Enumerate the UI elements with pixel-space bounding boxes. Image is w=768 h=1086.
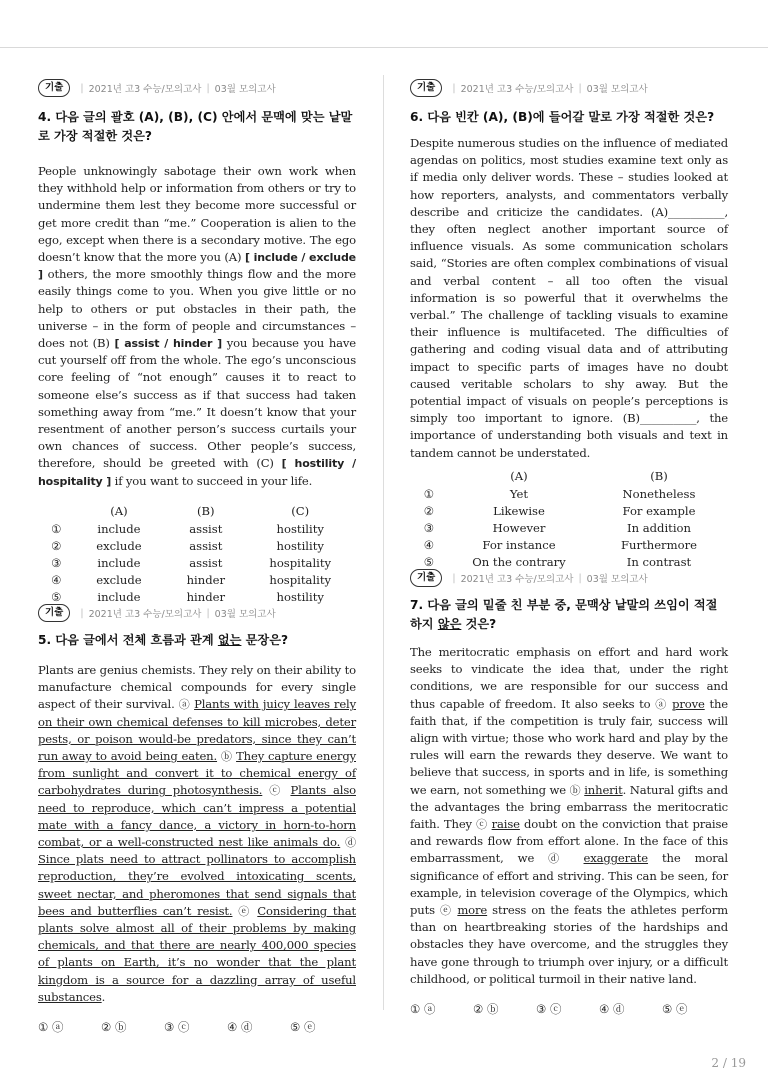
answer-choice[interactable]: ① ⓐ [410,1002,436,1017]
word-b: inherit [584,782,623,797]
page-number: 2 / 19 [711,1056,746,1070]
exam-month-label: 03월 모의고사 [586,574,648,585]
column-divider [383,75,384,1010]
question-source-tag: 기출 | 2021년 고3 수능/모의고사 | 03월 모의고사 [38,603,356,623]
question-passage: People unknowingly sabotage their own work when they withhold help or information from others or try to undermine them lest they become more successful or get more credit than “me.” Cooperation is alien to the ego, except when there is a secondary motive. The ego doesn’t know that the more you (A) [ include / exclude ] others, the more smoothly things flow and the more easily things come to you. When you give little or no help to others or put obstacles in their path, the universe – in the form of people and circumstances – does not (B) [ assist / hinder ] you because you have cut yourself off from the whole. The ego’s unconscious core feeling of “not enough” causes it to react to someone else’s success as if that success had taken something away from “me.” It doesn’t know that your resentment of another person’s success curtails your own chances of success. Other people’s success, therefore, should be greeted with (C) [ hostility / hospitality ] if you want to succeed in your life. [38,164,357,488]
answer-choice[interactable]: ③ ⓒ [164,1020,190,1035]
answer-choice-row[interactable]: ② Likewise For example [423,503,696,518]
past-exam-badge: 기출 [410,79,442,97]
question-source-tag: 기출 | 2021년 고3 수능/모의고사 | 03월 모의고사 [38,78,356,98]
word-c: raise [491,817,520,832]
past-exam-badge: 기출 [410,569,442,587]
question-title: 5. 다음 글에서 전체 흐름과 관계 없는 문장은? [38,633,289,647]
question-title: 4. 다음 글의 괄호 (A), (B), (C) 안에서 문맥에 맞는 낱말로 가장 적절한 것은? [38,110,353,143]
word-d: exaggerate [583,851,649,866]
exam-year-label: 2021년 고3 수능/모의고사 [460,574,574,585]
question-source-tag: 기출 | 2021년 고3 수능/모의고사 | 03월 모의고사 [410,568,728,588]
question-passage: Despite numerous studies on the influence of mediated agendas on politics, most studies examine text only as if media only deliver words. These – studies looked at how reporters, analysts, and commentators verbally describe and criticize the candidates. (A)__________, they often neglect another important source of influence visuals. As some communication scholars said, “Stories are often complex combinations of visual and verbal content – all too often the visual information is so powerful that it overwhelms the verbal.” The challenge of tackling visuals to examine their influence is multifaceted. The difficulties of gathering and coding visual data and of attributing impact to specific parts of images have no doubt caused veritable scholars to shy away. But the potential impact of visuals on people’s perceptions is simply too important to ignore. (B)__________, the importance of understanding both visuals and text in tandem cannot be understated. [410,136,728,460]
answer-table-header: (A) (B) [510,469,668,484]
sentence-a: Plants with juicy leaves rely on their own chemical defenses to kill microbes, deter pests, or poison would-be predators, since they can’t run away to avoid being eaten. [38,697,356,764]
answer-choice[interactable]: ② ⓑ [473,1002,499,1017]
answer-choices [38,1019,356,1035]
question-title: 6. 다음 빈칸 (A), (B)에 들어갈 말로 가장 적절한 것은? [410,110,715,124]
question-5 [38,603,356,1035]
sentence-b: They capture energy from sunlight and convert it to chemical energy of carbohydrates during photosynthesis. [38,749,356,798]
past-exam-badge: 기출 [38,79,70,97]
question-7 [410,568,728,1017]
answer-choice-row[interactable]: ① Yet Nonetheless [423,486,696,501]
exam-year-label: 2021년 고3 수능/모의고사 [460,84,574,95]
blank-a: [ include / exclude ] [38,251,356,282]
answer-table-header: (A) (B) (C) [110,504,310,519]
sentence-c: Plants also need to reproduce, which can’t impress a potential mate with a fancy dance, a victory in horn-to-horn combat, or a well-constructed nest like animals do. [38,783,356,850]
answer-choice[interactable]: ⑤ ⓔ [662,1002,688,1017]
answer-choices-table [42,503,356,606]
word-a: prove [672,696,705,711]
answer-choice-row[interactable]: ③ include assist hospitality [51,556,332,571]
answer-choice[interactable]: ⑤ ⓔ [290,1020,316,1035]
exam-year-label: 2021년 고3 수능/모의고사 [88,84,202,95]
question-4 [38,78,356,606]
answer-choice-row[interactable]: ⑤ include hinder hostility [51,590,324,605]
answer-choice[interactable]: ④ ⓓ [227,1020,253,1035]
question-passage: The meritocratic emphasis on effort and hard work seeks to vindicate the idea that, under the right conditions, we are responsible for our success and thus capable of freedom. It also seeks to ⓐ prove the faith that, if the competition is truly fair, success will align with virtue; those who work hard and play by the rules will earn the rewards they deserve. We want to believe that success, in sports and in life, is something we earn, not something we ⓑ inherit. Natural gifts and the advantages the bring embarrass the meritocratic faith. They ⓒ raise doubt on the conviction that praise and rewards flow from effort alone. In the face of this embarrassment, we ⓓ exaggerate the moral significance of effort and striving. This can be seen, for example, in television coverage of the Olympics, which puts ⓔ more stress on the feats the athletes perform than on heartbreaking stories of the hardships and obstacles they have overcome, and the struggles they have gone through to triumph over injury, or a difficult childhood, or political turmoil in their native land. [410,645,729,986]
answer-choice-row[interactable]: ③ However In addition [423,521,691,536]
answer-choice[interactable]: ④ ⓓ [599,1002,625,1017]
blank-c: [ hostility / hospitality ] [38,457,356,488]
exam-year-label: 2021년 고3 수능/모의고사 [88,609,202,620]
exam-month-label: 03월 모의고사 [214,84,276,95]
answer-choices-table [414,468,724,571]
answer-choice[interactable]: ① ⓐ [38,1020,64,1035]
question-6 [410,78,728,571]
sentence-e: Considering that plants solve almost all of their problems by making chemicals, and that there are nearly 400,000 species of plants on Earth, it’s no wonder that the plant kingdom is a source for a dazzling array of useful substances [38,903,356,1004]
answer-choice-row[interactable]: ④ exclude hinder hospitality [51,573,332,588]
question-passage: Plants are genius chemists. They rely on their ability to manufacture chemical compounds for every single aspect of their survival. ⓐ Plants with juicy leaves rely on their own chemical defenses to kill microbes, deter pests, or poison would-be predators, since they can’t run away to avoid being eaten. ⓑ They capture energy from sunlight and convert it to chemical energy of carbohydrates during photosynthesis. ⓒ Plants also need to reproduce, which can’t impress a potential mate with a fancy dance, a victory in horn-to-horn combat, or a well-constructed nest like animals do. ⓓ Since plats need to attract pollinators to accomplish reproduction, they’re evolved intoxicating scents, sweet nectar, and pheromones that send signals that bees and butterflies can’t resist. ⓔ Considering that plants solve almost all of their problems by making chemicals, and that there are nearly 400,000 species of plants on Earth, it’s no wonder that the plant kingdom is a source for a dazzling array of useful substances. [38,663,356,1004]
word-e: more [457,903,488,918]
past-exam-badge: 기출 [38,604,70,622]
answer-choice-row[interactable]: ④ For instance Furthermore [423,538,697,553]
blank-b: [ assist / hinder ] [114,337,222,351]
answer-choice-row[interactable]: ② exclude assist hostility [51,538,324,553]
answer-choice-row[interactable]: ① include assist hostility [51,521,324,536]
answer-choice-row[interactable]: ⑤ On the contrary In contrast [423,555,692,570]
question-source-tag: 기출 | 2021년 고3 수능/모의고사 | 03월 모의고사 [410,78,728,98]
exam-month-label: 03월 모의고사 [214,609,276,620]
answer-choice[interactable]: ② ⓑ [101,1020,127,1035]
header-rule [0,47,768,48]
exam-month-label: 03월 모의고사 [586,84,648,95]
answer-choice[interactable]: ③ ⓒ [536,1002,562,1017]
answer-choices [410,1001,728,1017]
question-title: 7. 다음 글의 밑줄 친 부분 중, 문맥상 낱말의 쓰임이 적절하지 않은 것은? [410,598,718,631]
sentence-d: Since plats need to attract pollinators to accomplish reproduction, they’re evolved intoxicating scents, sweet nectar, and pheromones that send signals that bees and butterflies can’t resist. [38,852,356,918]
